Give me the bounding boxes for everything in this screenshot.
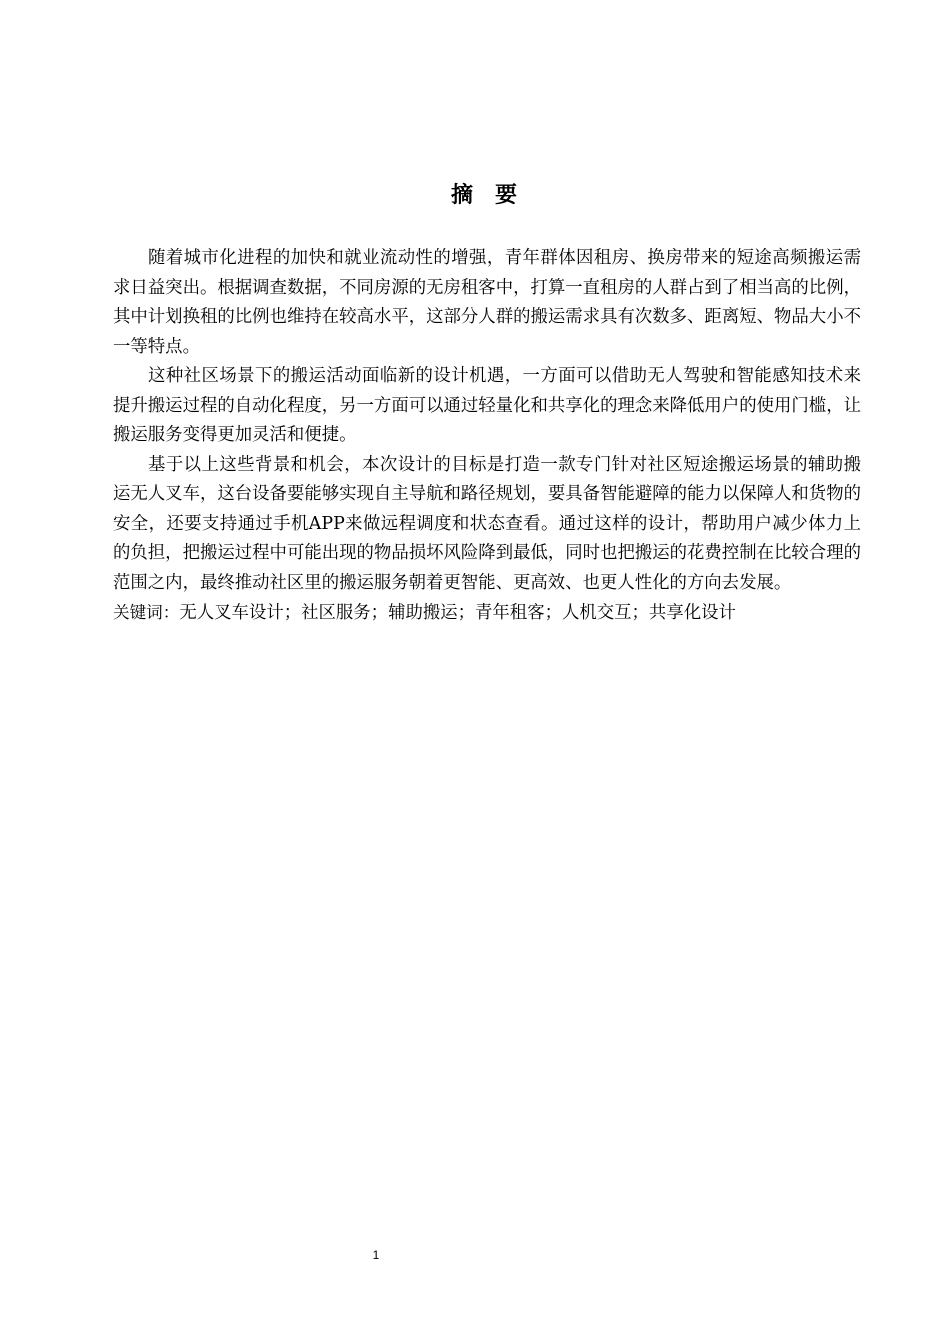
keywords-label: 关键词： [113,603,180,622]
title-char-2: 要 [495,183,518,208]
keywords-line [113,598,861,629]
title-char-1: 摘 [450,183,473,208]
abstract-paragraph-1: 随着城市化进程的加快和就业流动性的增强，青年群体因租房、换房带来的短途高频搬运需求日益突出。根据调查数据，不同房源的无房租客中，打算一直租房的人群占到了相当高的比例，其中计划换租的比例也维持在较高水平，这部分人群的搬运需求具有次数多、距离短、物品大小不一等特点。 [113,248,861,357]
abstract-paragraph-3: 基于以上这些背景和机会，本次设计的目标是打造一款专门针对社区短途搬运场景的辅助搬运无人叉车，这台设备要能够实现自主导航和路径规划，要具备智能避障的能力以保障人和货物的安全，还要支持通过手机APP来做远程调度和状态查看。通过这样的设计，帮助用户减少体力上的负担，把搬运过程中可能出现的物品损坏风险降到最低，同时也把搬运的花费控制在比较合理的范围之内，最终推动社区里的搬运服务朝着更智能、更高效、也更人性化的方向去发展。 [113,454,861,593]
abstract-paragraph-2: 这种社区场景下的搬运活动面临新的设计机遇，一方面可以借助无人驾驶和智能感知技术来提升搬运过程的自动化程度，另一方面可以通过轻量化和共享化的理念来降低用户的使用门槛，让搬运服务变得更加灵活和便捷。 [113,366,861,445]
abstract-body [113,244,861,629]
page-title [0,178,950,209]
page-number: 1 [372,1248,380,1262]
keywords-text: 无人叉车设计；社区服务；辅助搬运；青年租客；人机交互；共享化设计 [179,603,736,623]
